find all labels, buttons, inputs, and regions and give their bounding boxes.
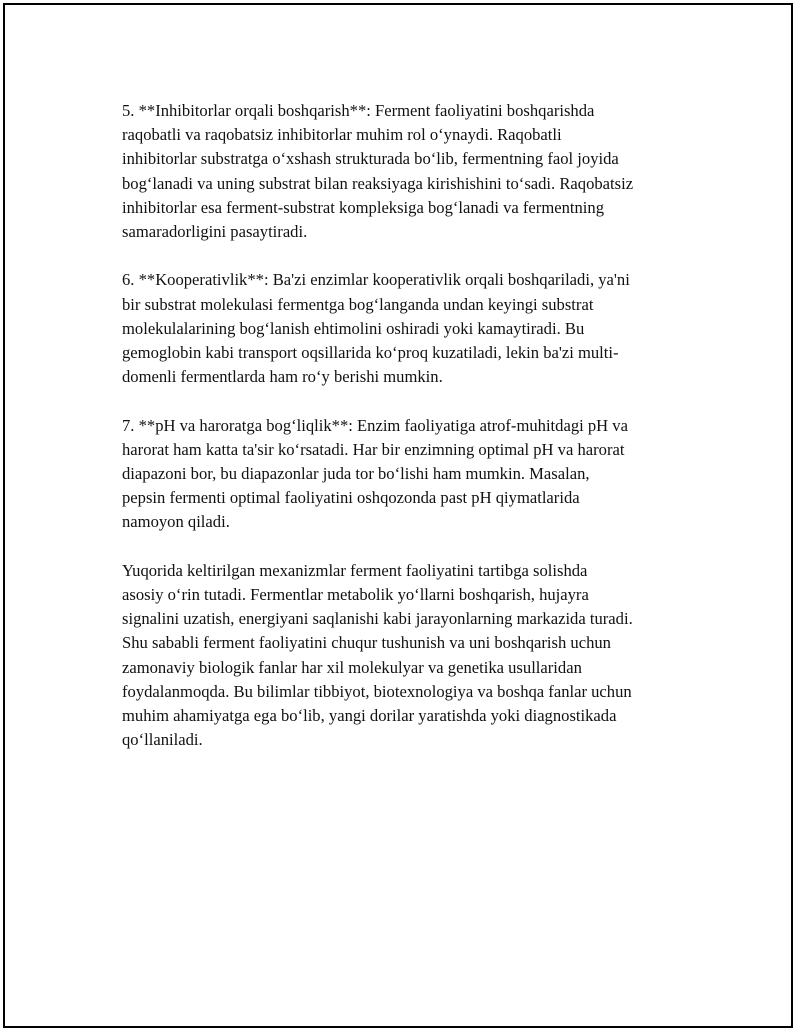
paragraph-inhibitors: 5. **Inhibitorlar orqali boshqarish**: Ferment faoliyatini boshqarishda raqobatli va raqobatsiz inhibitorlar muhim rol o‘ynaydi. Raqobatli inhibitorlar substratga o‘xshash strukturada bo‘lib, fermentning faol joyida bog‘lanadi va uning substrat bilan reaksiyaga kirishishini to‘sadi. Raqobatsiz inhibitorlar esa ferment-substrat kompleksiga bog‘lanadi va fermentning samaradorligini pasaytiradi. bbox=[122, 101, 634, 242]
document-body bbox=[122, 99, 702, 777]
page-frame bbox=[3, 3, 793, 1028]
paragraph-conclusion: Yuqorida keltirilgan mexanizmlar ferment faoliyatini tartibga solishda asosiy o‘rin tutadi. Fermentlar metabolik yo‘llarni boshqarish, hujayra signalini uzatish, energiyani saqlanishi kabi jarayonlarning markazida turadi. Shu sababli ferment faoliyatini chuqur tushunish va uni boshqarish uchun zamonaviy biologik fanlar har xil molekulyar va genetika usullaridan foydalanmoqda. Bu bilimlar tibbiyot, biotexnologiya va boshqa fanlar uchun muhim ahamiyatga ega bo‘lib, yangi dorilar yaratishda yoki diagnostikada qo‘llaniladi. bbox=[122, 560, 633, 750]
paragraph-cooperativity: 6. **Kooperativlik**: Ba'zi enzimlar kooperativlik orqali boshqariladi, ya'ni bir substrat molekulasi fermentga bog‘langanda undan keyingi substrat molekulalarining bog‘lanish ehtimolini oshiradi yoki kamaytiradi. Bu gemoglobin kabi transport oqsillarida ko‘proq kuzatiladi, lekin ba'zi multi- domenli fermentlarda ham ro‘y berishi mumkin. bbox=[122, 270, 630, 387]
paragraph-ph-temperature: 7. **pH va haroratga bog‘liqlik**: Enzim faoliyatiga atrof-muhitdagi pH va harorat ham katta ta'sir ko‘rsatadi. Har bir enzimning optimal pH va harorat diapazoni bor, bu diapazonlar juda tor bo‘lishi ham mumkin. Masalan, pepsin fermenti optimal faoliyatini oshqozonda past pH qiymatlarida namoyon qiladi. bbox=[122, 415, 628, 532]
